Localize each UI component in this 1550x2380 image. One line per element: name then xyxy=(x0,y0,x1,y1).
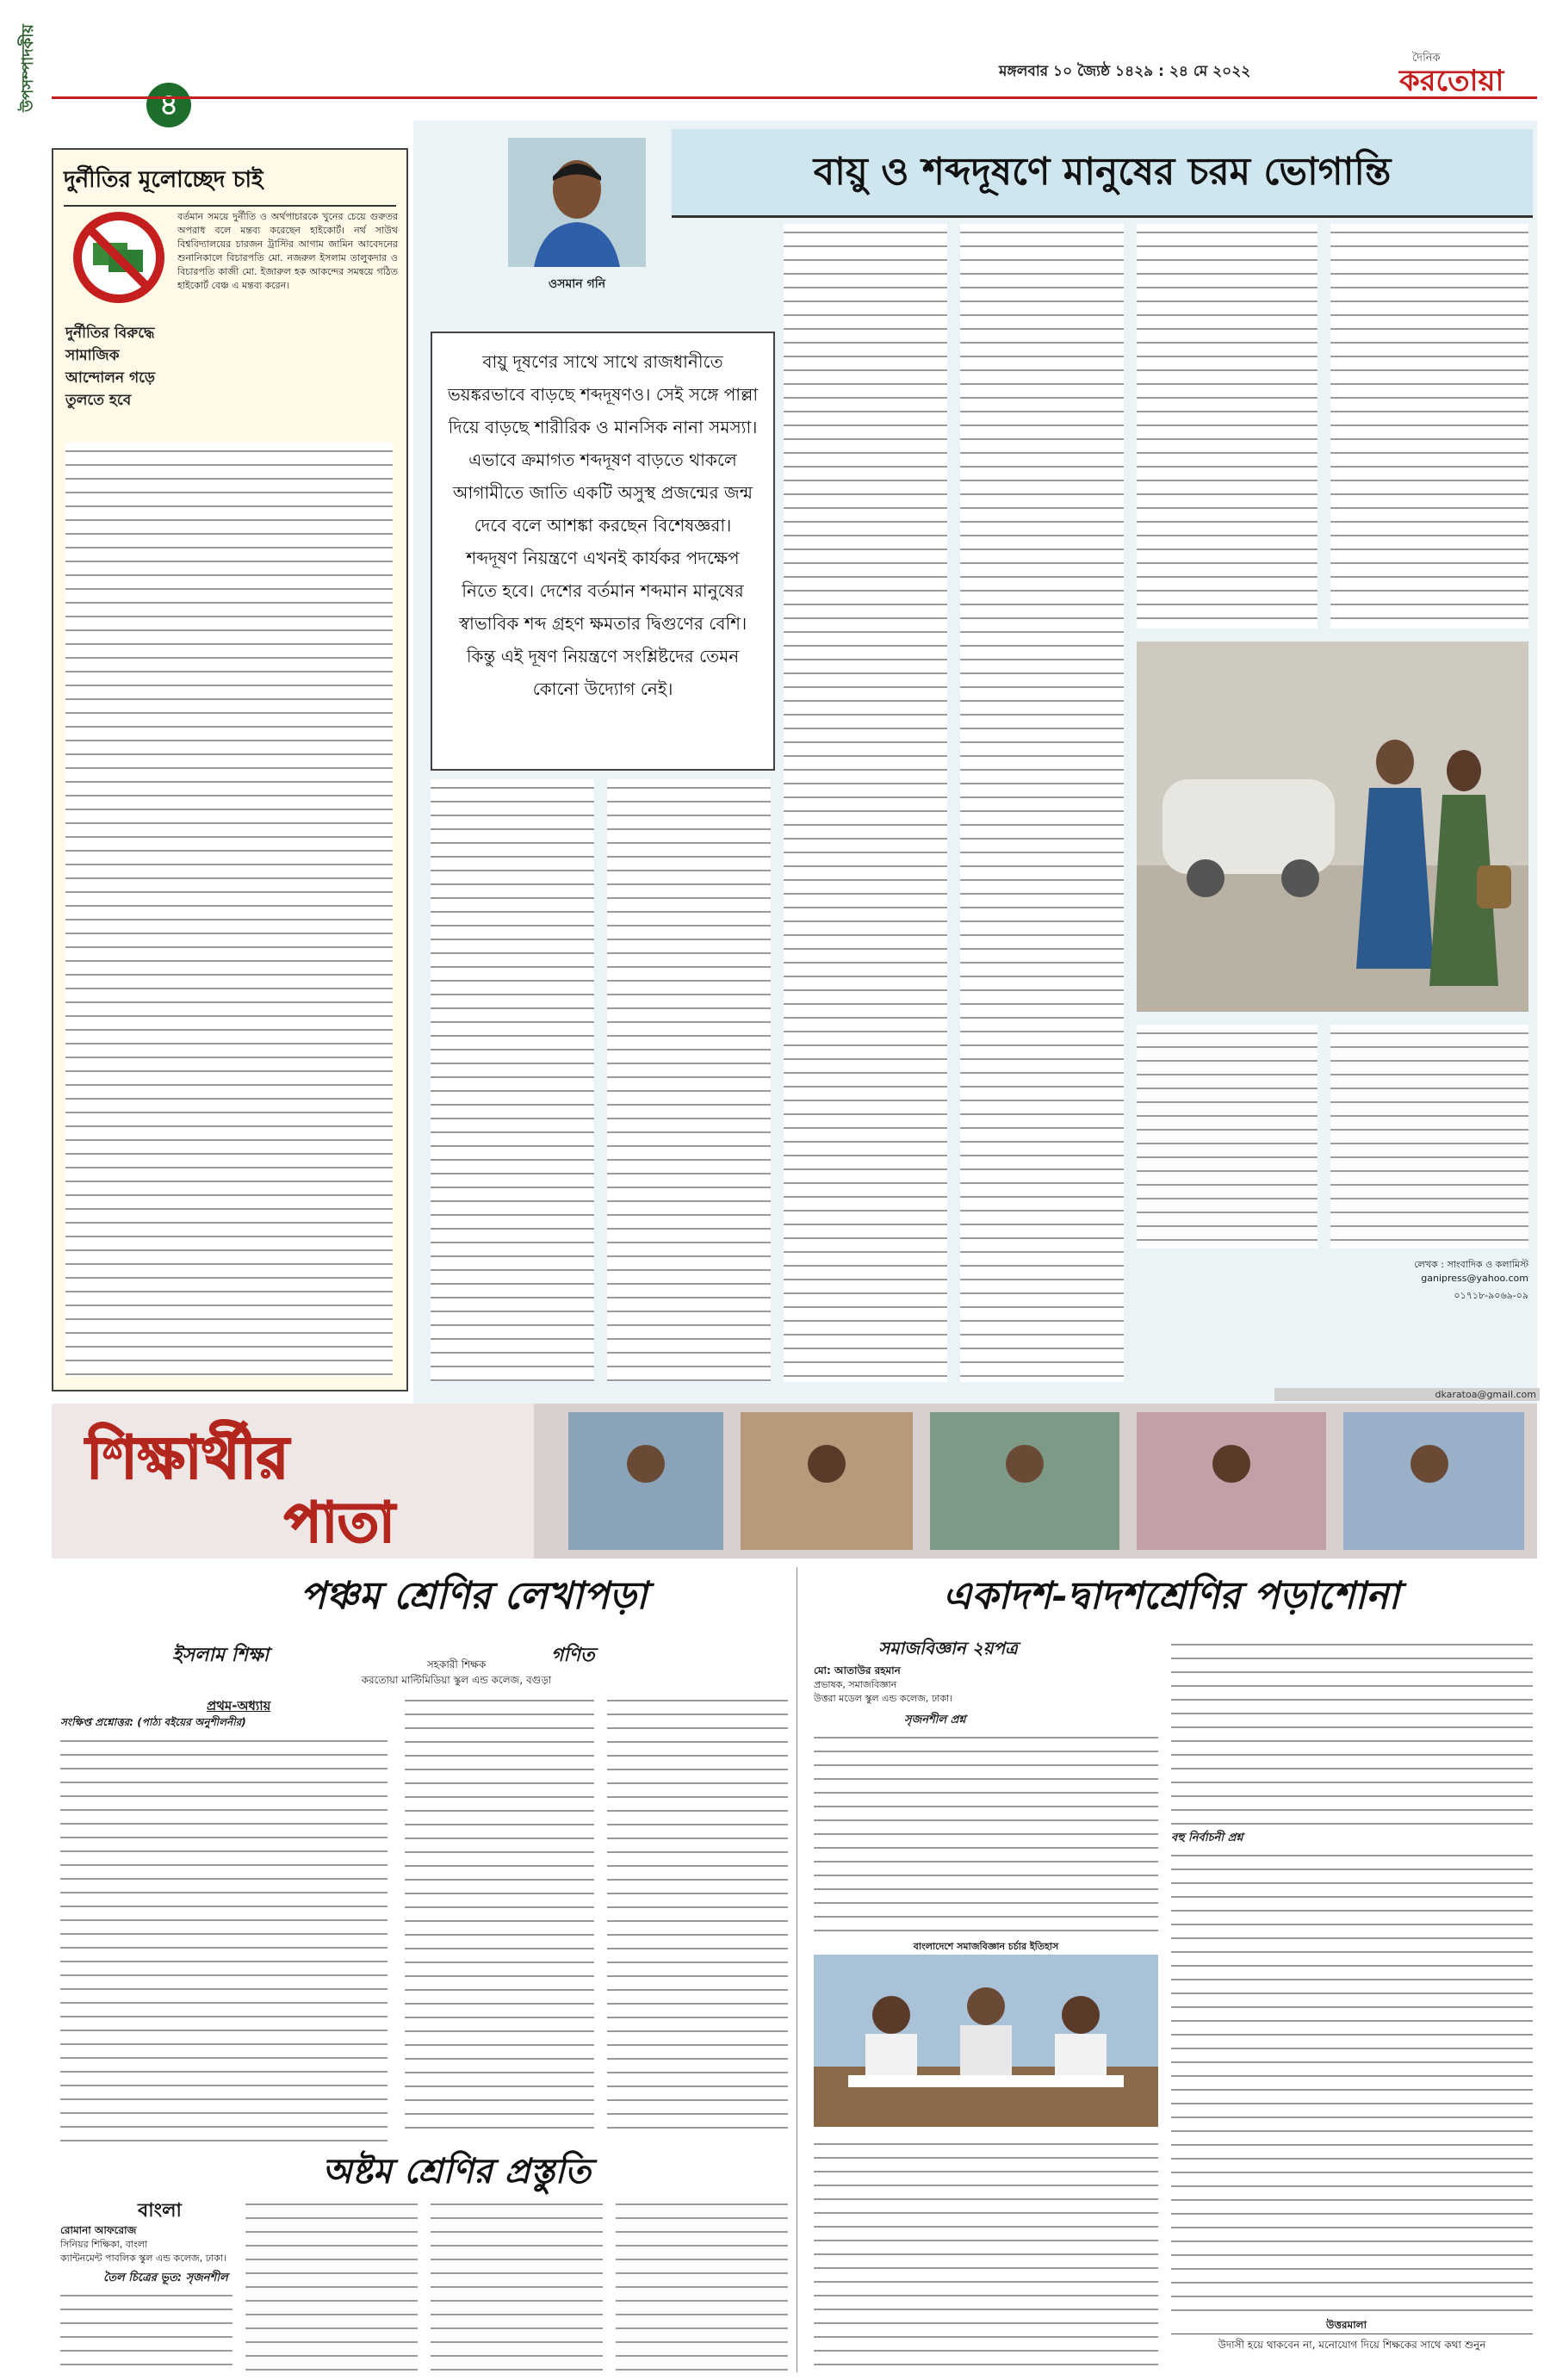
pollution-photo xyxy=(1137,641,1528,1012)
class11-answer-heading: উত্তরমালা xyxy=(1326,2319,1367,2331)
class8-subject: বাংলা xyxy=(138,2199,182,2222)
no-corruption-icon xyxy=(67,210,170,305)
side-quote: দুর্নীতির বিরুদ্ধে সামাজিক আন্দোলন গড়ে তুলতে হবে xyxy=(65,325,156,409)
feature-col-7 xyxy=(1137,1025,1318,1249)
side-label: উপসম্পাদকীয় xyxy=(19,23,37,112)
class11-question-type: সৃজনশীল প্রশ্ন xyxy=(904,1714,966,1726)
class11-footer-note: উদাসী হয়ে থাকবেন না, মনোযোগ দিয়ে শিক্ষকের সাথে কথা শুনুন xyxy=(1171,2334,1533,2355)
class11-teacher: মো: আতাউর রহমান xyxy=(814,1664,901,1677)
class11-title: একাদশ-দ্বাদশশ্রেণির পড়াশোনা xyxy=(942,1574,1400,1618)
class5-title: পঞ্চম শ্রেণির লেখাপড়া xyxy=(300,1574,648,1618)
class8-col4 xyxy=(616,2196,788,2372)
paper-name-small: দৈনিক xyxy=(1412,52,1441,65)
class5-chapter: প্রথম-অধ্যায় xyxy=(207,1698,271,1714)
banner-title-2: পাতা xyxy=(284,1491,395,1555)
class11-image-caption: বাংলাদেশে সমাজবিজ্ঞান চর্চার ইতিহাস xyxy=(913,1941,1059,1952)
masthead-rule xyxy=(52,96,1537,99)
class11-teacher-school: উত্তরা মডেল স্কুল এন্ড কলেজ, ঢাকা। xyxy=(814,1693,953,1704)
class5-subject-left: ইসলাম শিক্ষা xyxy=(172,1644,270,1666)
feature-col-4 xyxy=(960,224,1124,1382)
feature-col-3 xyxy=(784,224,947,1382)
article-intro: বর্তমান সময়ে দুর্নীতি ও অর্থপাচারকে খুনের চেয়ে গুরুতর অপরাধ বলে মন্তব্য করেছেন হাইকোর্ট। নর্থ সাউথ বিশ্ববিদ্যালয়ের চারজন ট্রাস্টির আগাম জামিন আবেদনের শুনানিকালে বিচারপতি মো. নজরুল ইসলাম তালুকদার ও বিচারপতি কাজী মো. ইজারুল হক আকন্দের সমন্বয়ে গঠিত হাইকোর্ট বেঞ্চ এ মন্তব্য করেন। xyxy=(177,211,398,291)
feature-col-5 xyxy=(1137,224,1318,629)
class5-teacher-role: সহকারী শিক্ষক xyxy=(426,1658,487,1670)
feature-col-8 xyxy=(1330,1025,1528,1249)
class11-teacher-role: প্রভাষক, সমাজবিজ্ঞান xyxy=(814,1679,897,1690)
byline-email: ganipress@yahoo.com xyxy=(1421,1273,1528,1284)
date-line: মঙ্গলবার ১০ জ্যৈষ্ঠ ১৪২৯ : ২৪ মে ২০২২ xyxy=(999,63,1251,80)
page-number: ৪ xyxy=(146,83,191,127)
class11-mcq-heading: বহু নির্বাচনী প্রশ্ন xyxy=(1171,1831,1243,1844)
class8-col3 xyxy=(431,2196,603,2372)
left-article xyxy=(52,148,408,1391)
article-title: দুর্নীতির মূলোচ্ছেদ চাই xyxy=(64,162,396,207)
class8-teacher-role: সিনিয়র শিক্ষিকা, বাংলা xyxy=(60,2239,148,2250)
byline-phone: ০১৭১৮-৯০৬৯-০৯ xyxy=(1454,1290,1528,1301)
class8-topic: তৈল চিত্রের ভূত: সৃজনশীল xyxy=(103,2272,228,2284)
banner-title-1: শিক্ষার্থীর xyxy=(86,1423,289,1492)
class8-teacher: রোমানা আফরোজ xyxy=(60,2224,137,2236)
class5-math-col1 xyxy=(405,1692,594,2140)
class5-subject-right: গণিত xyxy=(551,1644,595,1666)
pull-quote: বায়ু দূষণের সাথে সাথে রাজধানীতে ভয়ঙ্করভাবে বাড়ছে শব্দদূষণও। সেই সঙ্গে পাল্লা দিয়ে বাড়ছে শারীরিক ও মানসিক নানা সমস্যা। এভাবে ক্রমাগত শব্দদূষণ বাড়তে থাকলে আগামীতে জাতি একটি অসুস্থ প্রজন্মের জন্ম দেবে বলে আশঙ্কা করছেন বিশেষজ্ঞরা। শব্দদূষণ নিয়ন্ত্রণে এখনই কার্যকর পদক্ষেপ নিতে হবে। দেশের বর্তমান শব্দমান মানুষের স্বাভাবিক শব্দ গ্রহণ ক্ষমতার দ্বিগুণের বেশি। কিন্তু এই দূষণ নিয়ন্ত্রণে সংশ্লিষ্টদের তেমন কোনো উদ্যোগ নেই। xyxy=(431,332,775,771)
class8-teacher-school: ক্যান্টনমেন্ট পাবলিক স্কুল এন্ড কলেজ, ঢাকা। xyxy=(60,2253,226,2264)
author-caption: ওসমান গনি xyxy=(548,277,606,291)
class5-math-col2 xyxy=(607,1692,788,2140)
students-photo xyxy=(814,1955,1158,2127)
feature-headline: বায়ু ও শব্দদূষণে মানুষের চরম ভোগান্তি xyxy=(813,150,1392,194)
class8-col2 xyxy=(245,2196,418,2372)
article-body xyxy=(65,443,393,1377)
feature-col-1 xyxy=(431,779,594,1382)
class11-col1-bottom xyxy=(814,2135,1158,2372)
class5-subheading: সংক্ষিপ্ত প্রশ্নোত্তর: (পাঠ্য বইয়ের অনুশীলনীর) xyxy=(60,1716,246,1728)
class8-col1 xyxy=(60,2287,232,2373)
feature-col-2 xyxy=(607,779,771,1382)
class5-islam-body xyxy=(60,1732,388,2141)
class11-subject: সমাজবিজ্ঞান ২য়পত্র xyxy=(878,1638,1018,1658)
feature-col-6 xyxy=(1330,224,1528,629)
class11-col2-top xyxy=(1171,1636,1533,1825)
class11-col1-top xyxy=(814,1729,1158,1936)
paper-logo: করতোয়া xyxy=(1399,64,1504,98)
author-photo xyxy=(508,138,646,267)
web-footer: dkaratoa@gmail.com xyxy=(1274,1388,1540,1401)
byline-role: লেখক : সাংবাদিক ও কলামিস্ট xyxy=(1414,1259,1528,1270)
class8-title: অষ্টম শ্রেণির প্রস্তুতি xyxy=(322,2151,591,2191)
class11-mcq-body xyxy=(1171,1847,1533,2316)
class5-teacher-school: করতোয়া মাল্টিমিডিয়া স্কুল এন্ড কলেজ, বগুড়া xyxy=(361,1674,552,1686)
